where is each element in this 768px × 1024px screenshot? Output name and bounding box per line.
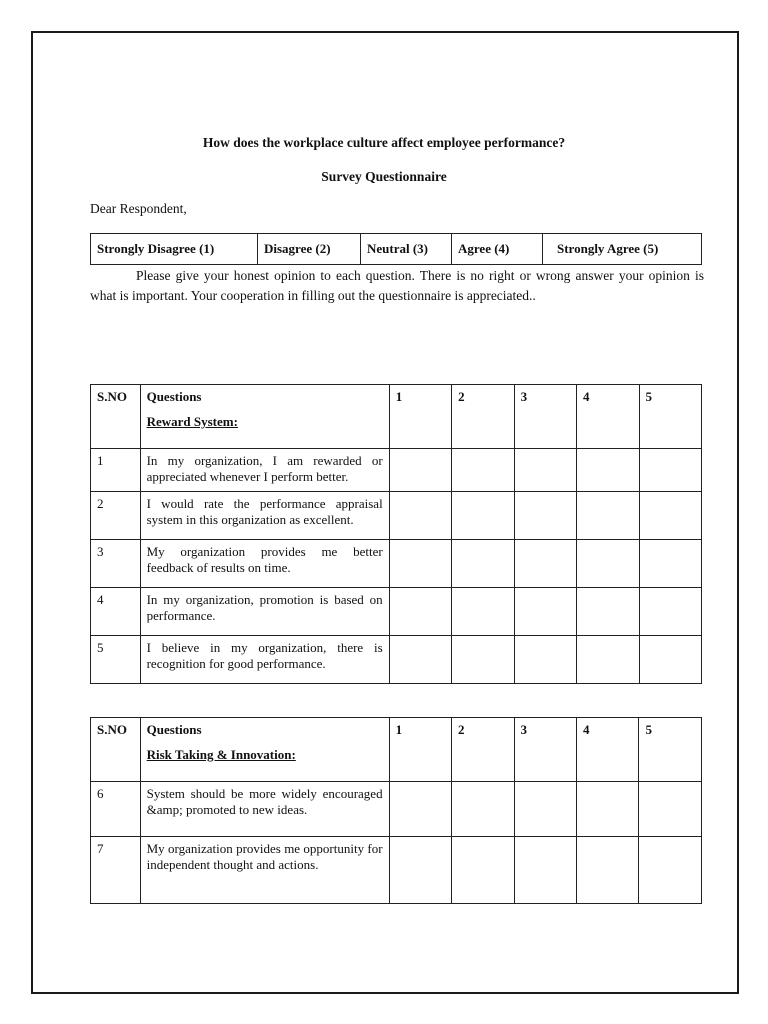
answer-cell-5[interactable] xyxy=(639,540,702,588)
answer-cell-1[interactable] xyxy=(389,636,451,684)
scale-label-3: Neutral (3) xyxy=(361,234,452,265)
answer-cell-3[interactable] xyxy=(514,449,576,492)
table-row xyxy=(91,837,702,904)
row-number: 4 xyxy=(91,588,141,636)
table-row xyxy=(91,492,702,540)
questions-header-label: Questions xyxy=(146,389,202,404)
page-subtitle: Survey Questionnaire xyxy=(321,169,447,184)
instructions-paragraph xyxy=(90,266,704,306)
question-text: I believe in my organization, there is recognition for good performance. xyxy=(140,636,389,684)
answer-cell-5[interactable] xyxy=(639,636,702,684)
col-header-4: 4 xyxy=(577,385,639,449)
sno-header: S.NO xyxy=(91,718,141,782)
scale-label-4: Agree (4) xyxy=(452,234,543,265)
questions-header xyxy=(140,718,389,782)
answer-cell-2[interactable] xyxy=(452,837,514,904)
answer-cell-1[interactable] xyxy=(389,588,451,636)
row-number: 7 xyxy=(91,837,141,904)
answer-cell-3[interactable] xyxy=(514,837,576,904)
answer-cell-4[interactable] xyxy=(576,782,638,837)
answer-cell-1[interactable] xyxy=(389,492,451,540)
answer-cell-5[interactable] xyxy=(639,837,702,904)
answer-cell-1[interactable] xyxy=(389,449,451,492)
answer-cell-2[interactable] xyxy=(452,449,514,492)
answer-cell-5[interactable] xyxy=(639,449,702,492)
sno-header: S.NO xyxy=(91,385,141,449)
section-title-risk: Risk Taking & Innovation: xyxy=(146,747,296,762)
answer-cell-3[interactable] xyxy=(514,636,576,684)
col-header-4: 4 xyxy=(576,718,638,782)
table-row xyxy=(91,540,702,588)
row-number: 3 xyxy=(91,540,141,588)
answer-cell-1[interactable] xyxy=(389,540,451,588)
answer-cell-4[interactable] xyxy=(577,492,639,540)
answer-cell-2[interactable] xyxy=(452,588,514,636)
col-header-1: 1 xyxy=(389,718,451,782)
answer-cell-1[interactable] xyxy=(389,782,451,837)
answer-cell-5[interactable] xyxy=(639,492,702,540)
answer-cell-2[interactable] xyxy=(452,636,514,684)
section-title-reward: Reward System: xyxy=(146,414,238,429)
answer-cell-4[interactable] xyxy=(577,540,639,588)
risk-taking-table xyxy=(90,717,702,904)
answer-cell-5[interactable] xyxy=(639,782,702,837)
row-number: 5 xyxy=(91,636,141,684)
col-header-3: 3 xyxy=(514,718,576,782)
answer-cell-3[interactable] xyxy=(514,540,576,588)
question-text: In my organization, I am rewarded or appreciated whenever I perform better. xyxy=(140,449,389,492)
answer-cell-4[interactable] xyxy=(577,588,639,636)
col-header-3: 3 xyxy=(514,385,576,449)
col-header-5: 5 xyxy=(639,385,702,449)
questions-header xyxy=(140,385,389,449)
table-row xyxy=(91,636,702,684)
table-row xyxy=(91,449,702,492)
row-number: 6 xyxy=(91,782,141,837)
instructions-text: Please give your honest opinion to each question. There is no right or wrong answer your opinion is what is important. Your cooperation in filling out the questionnaire is appreciated.. xyxy=(90,268,704,303)
questions-header-label: Questions xyxy=(146,722,202,737)
answer-cell-2[interactable] xyxy=(452,782,514,837)
scale-label-1: Strongly Disagree (1) xyxy=(91,234,258,265)
table-row xyxy=(91,782,702,837)
answer-cell-2[interactable] xyxy=(452,492,514,540)
answer-cell-3[interactable] xyxy=(514,588,576,636)
answer-cell-4[interactable] xyxy=(577,449,639,492)
scale-label-2: Disagree (2) xyxy=(258,234,361,265)
col-header-2: 2 xyxy=(452,385,514,449)
question-text: In my organization, promotion is based on performance. xyxy=(140,588,389,636)
col-header-5: 5 xyxy=(639,718,702,782)
col-header-1: 1 xyxy=(389,385,451,449)
page-title: How does the workplace culture affect employee performance? xyxy=(202,135,566,150)
answer-cell-2[interactable] xyxy=(452,540,514,588)
answer-cell-3[interactable] xyxy=(514,492,576,540)
question-text: My organization provides me better feedback of results on time. xyxy=(140,540,389,588)
scale-label-5: Strongly Agree (5) xyxy=(543,234,702,265)
row-number: 1 xyxy=(91,449,141,492)
greeting: Dear Respondent, xyxy=(90,201,187,216)
answer-cell-4[interactable] xyxy=(577,636,639,684)
answer-cell-5[interactable] xyxy=(639,588,702,636)
question-text: My organization provides me opportunity for independent thought and actions. xyxy=(140,837,389,904)
answer-cell-1[interactable] xyxy=(389,837,451,904)
col-header-2: 2 xyxy=(452,718,514,782)
row-number: 2 xyxy=(91,492,141,540)
reward-system-table xyxy=(90,384,702,684)
rating-scale-legend xyxy=(90,233,702,265)
answer-cell-4[interactable] xyxy=(576,837,638,904)
question-text: System should be more widely encouraged &amp; promoted to new ideas. xyxy=(140,782,389,837)
answer-cell-3[interactable] xyxy=(514,782,576,837)
table-row xyxy=(91,588,702,636)
question-text: I would rate the performance appraisal system in this organization as excellent. xyxy=(140,492,389,540)
